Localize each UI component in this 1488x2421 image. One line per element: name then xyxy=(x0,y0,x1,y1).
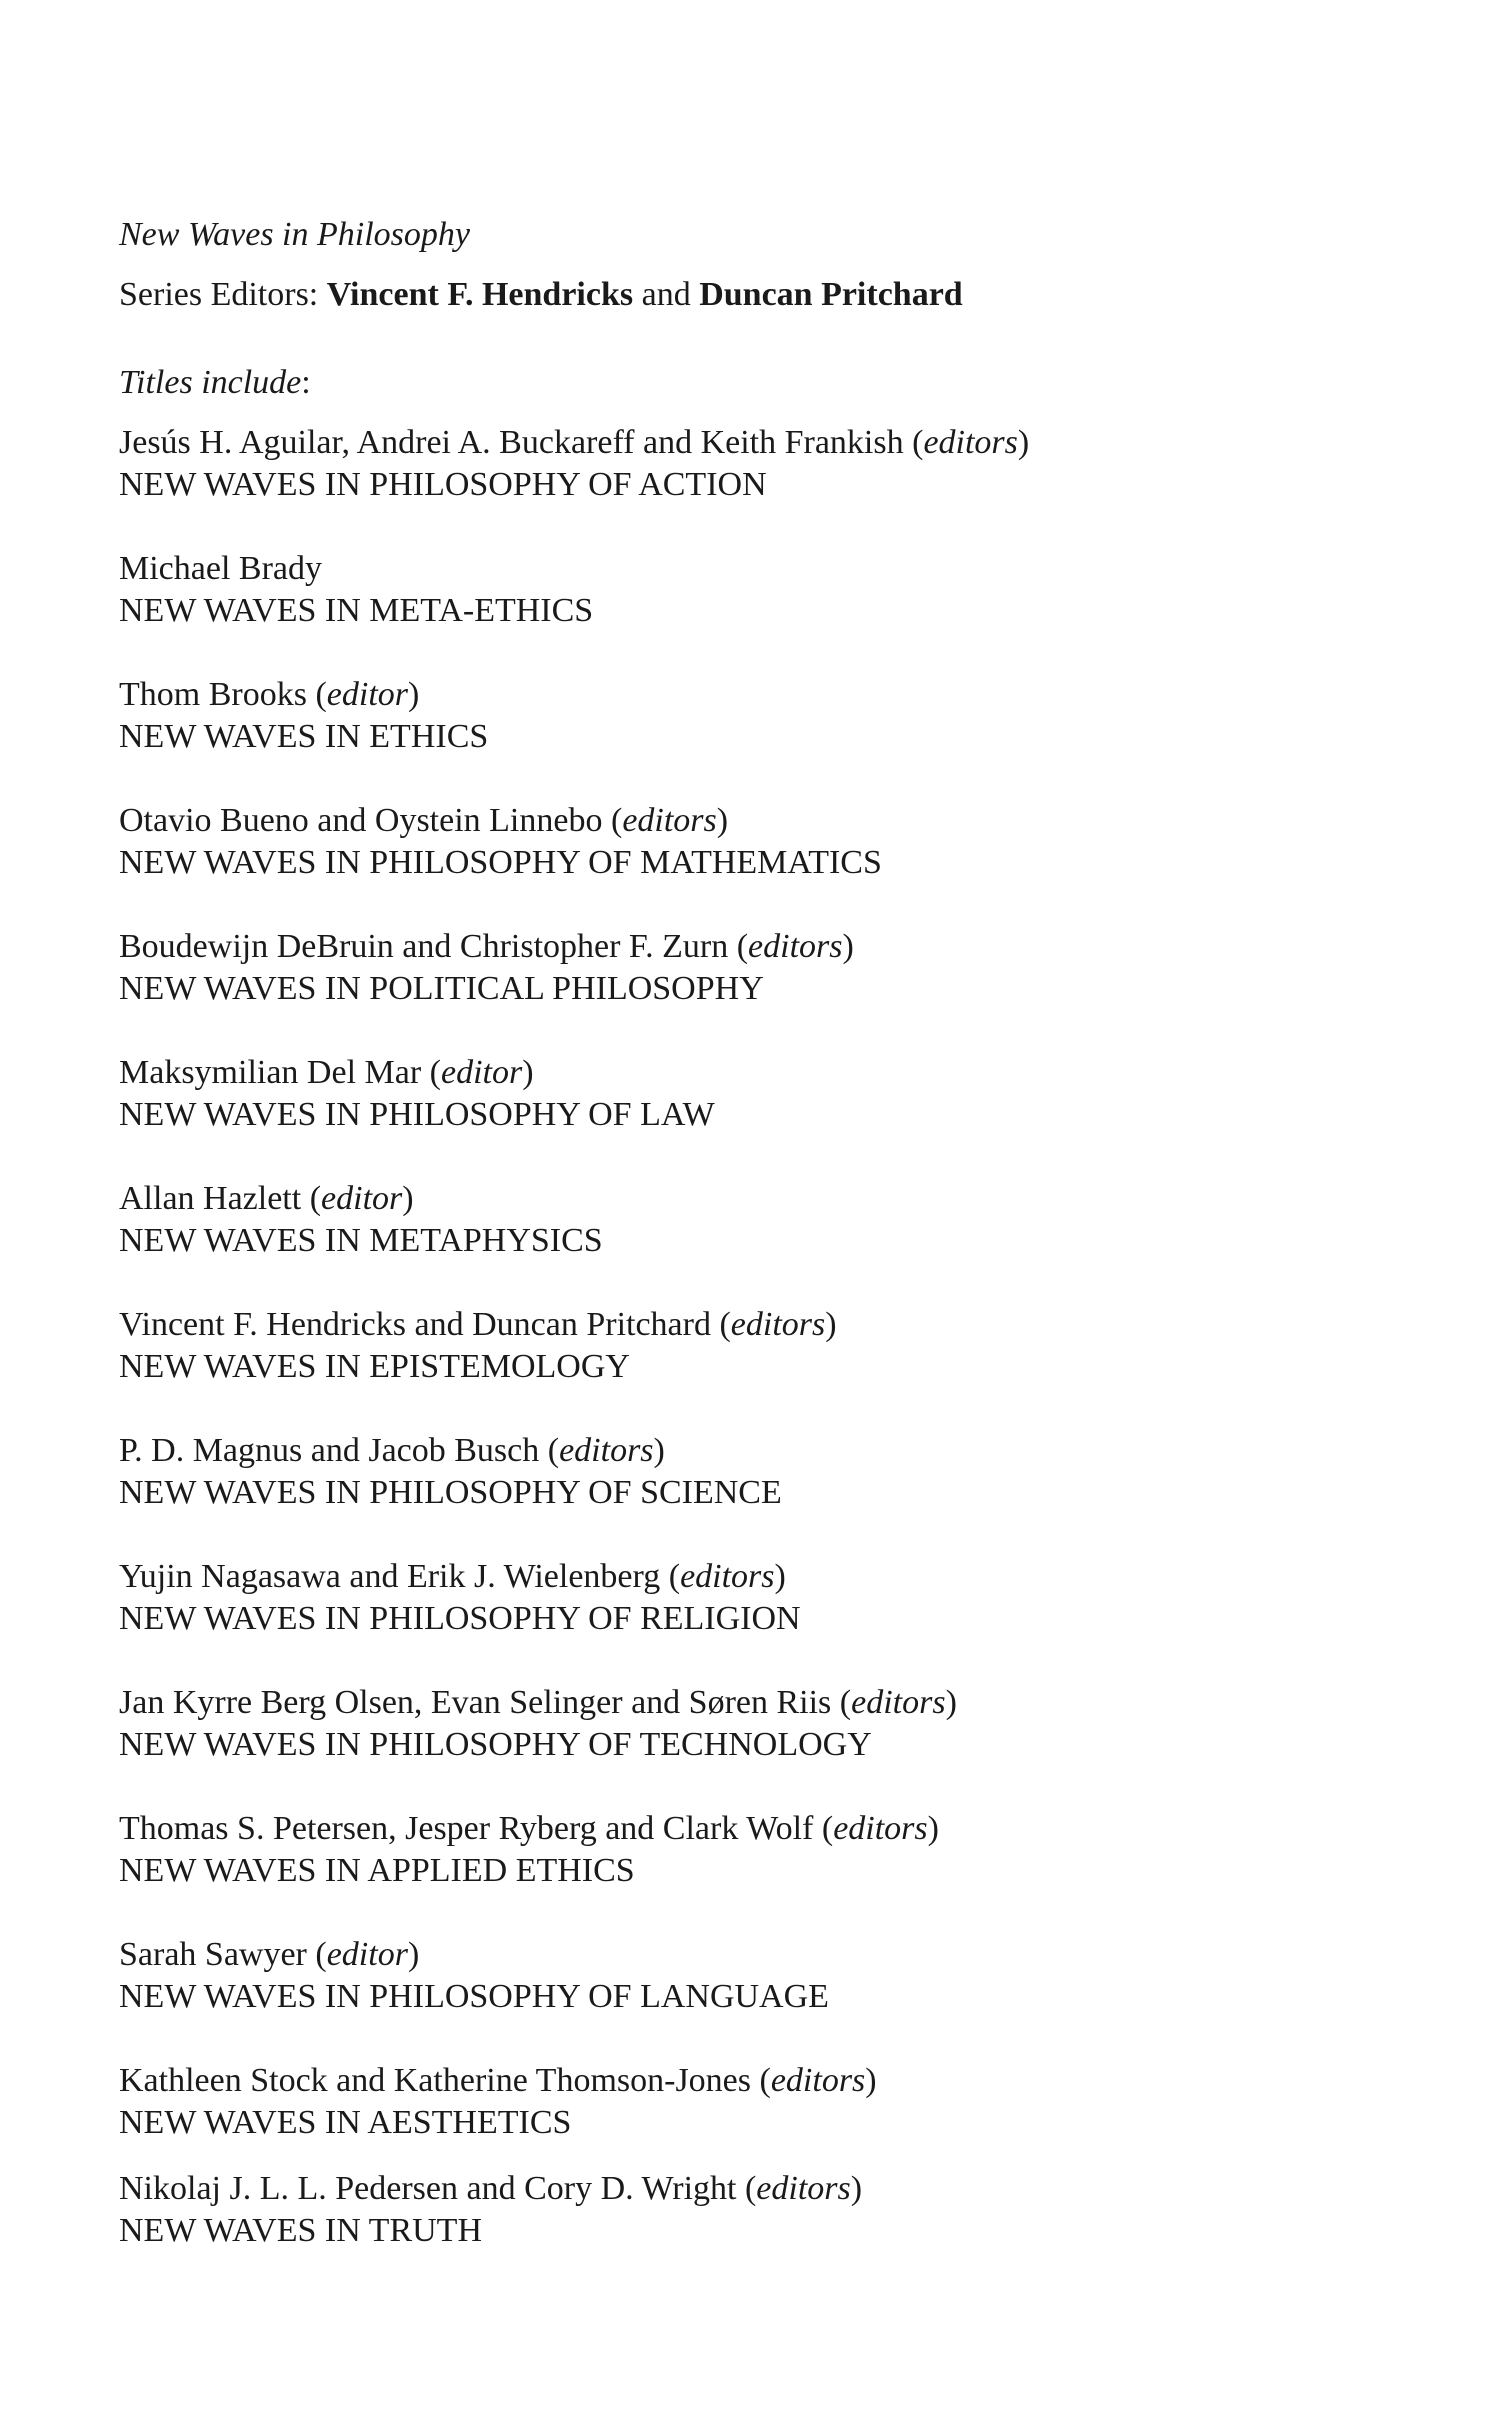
entry-editor-role: editors xyxy=(559,1432,654,1469)
entry-book-title: NEW WAVES IN TRUTH xyxy=(119,2212,482,2249)
entry-book-title: NEW WAVES IN ETHICS xyxy=(119,718,489,755)
entry-book-title: NEW WAVES IN AESTHETICS xyxy=(119,2104,572,2141)
entry-authors: Thomas S. Petersen, Jesper Ryberg and Clark Wolf xyxy=(119,1810,814,1847)
entry-editor-role: editors xyxy=(851,1684,946,1721)
title-entry xyxy=(119,548,1369,632)
title-entry xyxy=(119,926,1369,1010)
entry-authors: Yujin Nagasawa and Erik J. Wielenberg xyxy=(119,1558,661,1595)
entry-authors-line: Nikolaj J. L. L. Pedersen and Cory D. Wright (editors) xyxy=(119,2170,863,2207)
entry-book-title: NEW WAVES IN APPLIED ETHICS xyxy=(119,1852,635,1889)
entry-book-title: NEW WAVES IN PHILOSOPHY OF MATHEMATICS xyxy=(119,844,882,881)
entry-authors: Thom Brooks xyxy=(119,676,307,713)
entry-authors-line: Vincent F. Hendricks and Duncan Pritchard (editors) xyxy=(119,1306,837,1343)
series-editor-1: Vincent F. Hendricks xyxy=(326,276,634,313)
title-entry xyxy=(119,1808,1369,1892)
entry-book-title: NEW WAVES IN METAPHYSICS xyxy=(119,1222,603,1259)
entry-authors: Kathleen Stock and Katherine Thomson-Jones xyxy=(119,2062,752,2099)
titles-include-label: Titles include xyxy=(119,364,302,401)
entry-editor-role: editor xyxy=(326,676,408,713)
entry-editor-role: editors xyxy=(923,424,1018,461)
entry-authors-line xyxy=(119,548,1369,590)
series-editors-line xyxy=(119,274,1369,316)
entry-book-title: NEW WAVES IN PHILOSOPHY OF LAW xyxy=(119,1096,715,1133)
entry-authors: Sarah Sawyer xyxy=(119,1936,307,1973)
entry-authors-line: Jesús H. Aguilar, Andrei A. Buckareff and Keith Frankish (editors) xyxy=(119,424,1030,461)
title-entry xyxy=(119,674,1369,758)
entry-editor-role: editors xyxy=(730,1306,826,1343)
title-entry xyxy=(119,422,1369,506)
entry-authors: Vincent F. Hendricks and Duncan Pritchard xyxy=(119,1306,711,1343)
entry-authors: Allan Hazlett xyxy=(119,1180,302,1217)
title-entry xyxy=(119,800,1369,884)
entry-authors-line: Kathleen Stock and Katherine Thomson-Jones (editors) xyxy=(119,2062,877,2099)
titles-list xyxy=(119,422,1369,2252)
entry-editor-role: editors xyxy=(748,928,843,965)
entry-editor-role: editors xyxy=(833,1810,928,1847)
entry-authors: Michael Brady xyxy=(119,550,322,587)
title-entry xyxy=(119,1052,1369,1136)
entry-authors-line: Otavio Bueno and Oystein Linnebo (editors) xyxy=(119,802,729,839)
entry-authors-line: Jan Kyrre Berg Olsen, Evan Selinger and Søren Riis (editors) xyxy=(119,1684,957,1721)
entry-editor-role: editors xyxy=(770,2062,866,2099)
title-entry xyxy=(119,1934,1369,2018)
entry-editor-role: editor xyxy=(326,1936,408,1973)
titles-include-heading xyxy=(119,362,1369,404)
title-entry xyxy=(119,1430,1369,1514)
entry-book-title: NEW WAVES IN PHILOSOPHY OF ACTION xyxy=(119,466,767,503)
series-editors-label: Series Editors: xyxy=(119,276,327,313)
entry-authors-line: Allan Hazlett (editor) xyxy=(119,1180,414,1217)
entry-authors: Maksymilian Del Mar xyxy=(119,1054,422,1091)
entry-authors-line: Sarah Sawyer (editor) xyxy=(119,1936,420,1973)
entry-authors-line: Boudewijn DeBruin and Christopher F. Zurn (editors) xyxy=(119,928,854,965)
entry-book-title: NEW WAVES IN PHILOSOPHY OF TECHNOLOGY xyxy=(119,1726,872,1763)
entry-editor-role: editor xyxy=(321,1180,403,1217)
entry-authors-line: Maksymilian Del Mar (editor) xyxy=(119,1054,534,1091)
entry-book-title: NEW WAVES IN PHILOSOPHY OF RELIGION xyxy=(119,1600,801,1637)
series-editors-conjunction: and xyxy=(633,276,700,313)
entry-authors: Boudewijn DeBruin and Christopher F. Zurn xyxy=(119,928,729,965)
entry-book-title: NEW WAVES IN EPISTEMOLOGY xyxy=(119,1348,630,1385)
entry-editor-role: editors xyxy=(756,2170,851,2207)
entry-editor-role: editors xyxy=(680,1558,775,1595)
entry-editor-role: editors xyxy=(622,802,717,839)
entry-authors: Nikolaj J. L. L. Pedersen and Cory D. Wright xyxy=(119,2170,737,2207)
entry-book-title: NEW WAVES IN POLITICAL PHILOSOPHY xyxy=(119,970,764,1007)
entry-book-title: NEW WAVES IN PHILOSOPHY OF SCIENCE xyxy=(119,1474,782,1511)
entry-authors: Jan Kyrre Berg Olsen, Evan Selinger and Søren Riis xyxy=(119,1684,832,1721)
title-entry xyxy=(119,1178,1369,1262)
title-entry xyxy=(119,1304,1369,1388)
title-entry xyxy=(119,2060,1369,2144)
entry-authors-line: Yujin Nagasawa and Erik J. Wielenberg (editors) xyxy=(119,1558,786,1595)
series-list-content xyxy=(119,214,1369,2252)
entry-authors: Jesús H. Aguilar, Andrei A. Buckareff and Keith Frankish xyxy=(119,424,904,461)
series-editor-2: Duncan Pritchard xyxy=(699,276,963,313)
entry-authors: Otavio Bueno and Oystein Linnebo xyxy=(119,802,603,839)
titles-include-colon: : xyxy=(301,364,311,401)
entry-authors-line: P. D. Magnus and Jacob Busch (editors) xyxy=(119,1432,665,1469)
entry-book-title: NEW WAVES IN META-ETHICS xyxy=(119,592,594,629)
title-entry xyxy=(119,1556,1369,1640)
title-entry xyxy=(119,2168,1369,2252)
series-title: New Waves in Philosophy xyxy=(119,216,470,253)
title-entry xyxy=(119,1682,1369,1766)
entry-authors-line: Thomas S. Petersen, Jesper Ryberg and Clark Wolf (editors) xyxy=(119,1810,939,1847)
entry-authors-line: Thom Brooks (editor) xyxy=(119,676,420,713)
entry-book-title: NEW WAVES IN PHILOSOPHY OF LANGUAGE xyxy=(119,1978,829,2015)
entry-editor-role: editor xyxy=(441,1054,523,1091)
entry-authors: P. D. Magnus and Jacob Busch xyxy=(119,1432,540,1469)
